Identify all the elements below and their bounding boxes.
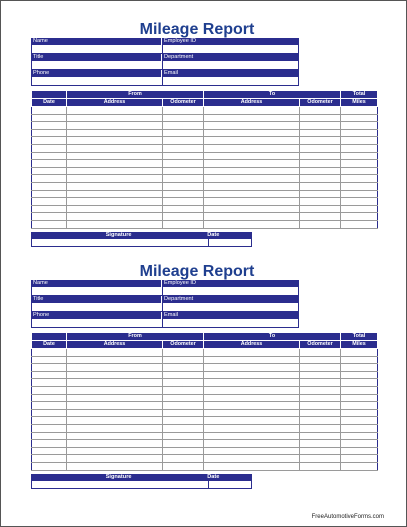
from-address-cell[interactable] bbox=[67, 462, 163, 470]
date-header: Date bbox=[32, 99, 67, 107]
miles-cell[interactable] bbox=[341, 424, 378, 432]
signature-date-label: Date bbox=[207, 473, 220, 480]
from-odometer-cell[interactable] bbox=[163, 364, 204, 372]
to-odometer-cell[interactable] bbox=[300, 386, 341, 394]
to-odometer-cell[interactable] bbox=[300, 409, 341, 417]
from-address-cell[interactable] bbox=[67, 160, 163, 168]
miles-cell[interactable] bbox=[341, 349, 378, 357]
miles-cell[interactable] bbox=[341, 114, 378, 122]
name-label: Name bbox=[31, 280, 162, 287]
total-header: Total bbox=[341, 333, 378, 341]
from-address-cell[interactable] bbox=[67, 152, 163, 160]
from-address-cell[interactable] bbox=[67, 190, 163, 198]
to-odometer-cell[interactable] bbox=[300, 205, 341, 213]
from-odometer-cell[interactable] bbox=[163, 122, 204, 130]
to-address-cell[interactable] bbox=[204, 205, 300, 213]
from-address-cell[interactable] bbox=[67, 198, 163, 206]
miles-cell[interactable] bbox=[341, 190, 378, 198]
from-address-cell[interactable] bbox=[67, 205, 163, 213]
date-cell[interactable] bbox=[32, 144, 67, 152]
to-odometer-cell[interactable] bbox=[300, 175, 341, 183]
miles-cell[interactable] bbox=[341, 447, 378, 455]
miles-cell[interactable] bbox=[341, 122, 378, 130]
from-address-cell[interactable] bbox=[67, 107, 163, 115]
department-label: Department bbox=[162, 54, 299, 61]
footer-website: FreeAutomotiveForms.com bbox=[311, 514, 384, 520]
from-odometer-cell[interactable] bbox=[163, 402, 204, 410]
signature-field[interactable] bbox=[32, 481, 209, 488]
to-address-cell[interactable] bbox=[204, 122, 300, 130]
to-address-header: Address bbox=[204, 99, 300, 107]
from-address-cell[interactable] bbox=[67, 220, 163, 228]
date-cell[interactable] bbox=[32, 198, 67, 206]
date-cell[interactable] bbox=[32, 455, 67, 463]
signature-date-field[interactable] bbox=[209, 239, 251, 246]
from-odometer-cell[interactable] bbox=[163, 447, 204, 455]
to-address-cell[interactable] bbox=[204, 455, 300, 463]
to-address-cell[interactable] bbox=[204, 440, 300, 448]
miles-cell[interactable] bbox=[341, 160, 378, 168]
table-row bbox=[32, 409, 378, 417]
to-address-cell[interactable] bbox=[204, 394, 300, 402]
table-row bbox=[32, 122, 378, 130]
date-cell[interactable] bbox=[32, 220, 67, 228]
to-address-cell[interactable] bbox=[204, 137, 300, 145]
from-odometer-cell[interactable] bbox=[163, 144, 204, 152]
table-row bbox=[32, 440, 378, 448]
table-row bbox=[32, 447, 378, 455]
to-odometer-cell[interactable] bbox=[300, 349, 341, 357]
to-address-cell[interactable] bbox=[204, 160, 300, 168]
table-row bbox=[32, 205, 378, 213]
from-address-cell[interactable] bbox=[67, 432, 163, 440]
to-address-cell[interactable] bbox=[204, 386, 300, 394]
to-address-cell[interactable] bbox=[204, 167, 300, 175]
employee-id-field[interactable] bbox=[162, 45, 299, 54]
to-odometer-cell[interactable] bbox=[300, 160, 341, 168]
department-label: Department bbox=[162, 296, 299, 303]
from-odometer-header: Odometer bbox=[163, 99, 204, 107]
table-row bbox=[32, 175, 378, 183]
to-odometer-cell[interactable] bbox=[300, 213, 341, 221]
miles-cell[interactable] bbox=[341, 107, 378, 115]
date-header-top bbox=[32, 333, 67, 341]
table-row bbox=[32, 198, 378, 206]
to-odometer-cell[interactable] bbox=[300, 417, 341, 425]
to-odometer-cell[interactable] bbox=[300, 356, 341, 364]
date-cell[interactable] bbox=[32, 447, 67, 455]
to-address-cell[interactable] bbox=[204, 220, 300, 228]
signature-block bbox=[31, 232, 252, 247]
phone-label: Phone bbox=[31, 70, 162, 77]
table-row bbox=[32, 394, 378, 402]
to-address-cell[interactable] bbox=[204, 129, 300, 137]
to-odometer-cell[interactable] bbox=[300, 167, 341, 175]
from-odometer-cell[interactable] bbox=[163, 386, 204, 394]
miles-cell[interactable] bbox=[341, 152, 378, 160]
table-row bbox=[32, 356, 378, 364]
from-address-cell[interactable] bbox=[67, 144, 163, 152]
from-address-cell[interactable] bbox=[67, 213, 163, 221]
to-odometer-cell[interactable] bbox=[300, 394, 341, 402]
date-cell[interactable] bbox=[32, 349, 67, 357]
miles-cell[interactable] bbox=[341, 402, 378, 410]
to-address-cell[interactable] bbox=[204, 190, 300, 198]
table-row bbox=[32, 129, 378, 137]
from-address-cell[interactable] bbox=[67, 424, 163, 432]
date-header-top bbox=[32, 91, 67, 99]
date-cell[interactable] bbox=[32, 356, 67, 364]
date-cell[interactable] bbox=[32, 386, 67, 394]
to-address-cell[interactable] bbox=[204, 402, 300, 410]
table-row bbox=[32, 160, 378, 168]
employee-id-label: Employee ID bbox=[162, 280, 299, 287]
table-row bbox=[32, 107, 378, 115]
title-field[interactable] bbox=[31, 303, 162, 312]
to-address-cell[interactable] bbox=[204, 213, 300, 221]
to-group-header: To bbox=[204, 91, 341, 99]
to-address-cell[interactable] bbox=[204, 114, 300, 122]
table-row bbox=[32, 371, 378, 379]
date-cell[interactable] bbox=[32, 129, 67, 137]
to-odometer-cell[interactable] bbox=[300, 440, 341, 448]
miles-cell[interactable] bbox=[341, 167, 378, 175]
name-field[interactable] bbox=[31, 287, 162, 296]
from-odometer-cell[interactable] bbox=[163, 198, 204, 206]
phone-field[interactable] bbox=[31, 77, 162, 86]
name-field[interactable] bbox=[31, 45, 162, 54]
to-address-cell[interactable] bbox=[204, 349, 300, 357]
from-address-cell[interactable] bbox=[67, 167, 163, 175]
table-row bbox=[32, 190, 378, 198]
date-cell[interactable] bbox=[32, 417, 67, 425]
to-group-header: To bbox=[204, 333, 341, 341]
miles-cell[interactable] bbox=[341, 213, 378, 221]
from-odometer-cell[interactable] bbox=[163, 137, 204, 145]
date-cell[interactable] bbox=[32, 213, 67, 221]
from-odometer-cell[interactable] bbox=[163, 220, 204, 228]
to-odometer-cell[interactable] bbox=[300, 190, 341, 198]
to-address-cell[interactable] bbox=[204, 417, 300, 425]
from-address-cell[interactable] bbox=[67, 379, 163, 387]
miles-cell[interactable] bbox=[341, 356, 378, 364]
title-field[interactable] bbox=[31, 61, 162, 70]
to-address-cell[interactable] bbox=[204, 424, 300, 432]
to-odometer-cell[interactable] bbox=[300, 114, 341, 122]
from-odometer-cell[interactable] bbox=[163, 182, 204, 190]
to-odometer-cell[interactable] bbox=[300, 198, 341, 206]
table-row bbox=[32, 114, 378, 122]
date-cell[interactable] bbox=[32, 432, 67, 440]
to-odometer-cell[interactable] bbox=[300, 432, 341, 440]
to-odometer-cell[interactable] bbox=[300, 402, 341, 410]
from-odometer-cell[interactable] bbox=[163, 379, 204, 387]
from-odometer-cell[interactable] bbox=[163, 213, 204, 221]
mileage-log-table bbox=[31, 332, 378, 471]
table-row bbox=[32, 386, 378, 394]
date-cell[interactable] bbox=[32, 137, 67, 145]
from-address-cell[interactable] bbox=[67, 182, 163, 190]
title-label: Title bbox=[31, 296, 162, 303]
to-odometer-cell[interactable] bbox=[300, 447, 341, 455]
to-address-cell[interactable] bbox=[204, 379, 300, 387]
department-field[interactable] bbox=[162, 303, 299, 312]
date-cell[interactable] bbox=[32, 205, 67, 213]
from-address-header: Address bbox=[67, 99, 163, 107]
from-odometer-cell[interactable] bbox=[163, 167, 204, 175]
from-odometer-cell[interactable] bbox=[163, 440, 204, 448]
from-odometer-cell[interactable] bbox=[163, 462, 204, 470]
miles-cell[interactable] bbox=[341, 220, 378, 228]
from-address-cell[interactable] bbox=[67, 447, 163, 455]
from-address-cell[interactable] bbox=[67, 386, 163, 394]
table-row bbox=[32, 152, 378, 160]
miles-cell[interactable] bbox=[341, 432, 378, 440]
from-odometer-cell[interactable] bbox=[163, 394, 204, 402]
signature-label: Signature bbox=[105, 231, 132, 238]
employee-id-field[interactable] bbox=[162, 287, 299, 296]
from-address-cell[interactable] bbox=[67, 129, 163, 137]
date-cell[interactable] bbox=[32, 122, 67, 130]
date-cell[interactable] bbox=[32, 440, 67, 448]
report-title: Mileage Report bbox=[139, 263, 255, 280]
from-address-cell[interactable] bbox=[67, 175, 163, 183]
signature-field[interactable] bbox=[32, 239, 209, 246]
to-address-cell[interactable] bbox=[204, 409, 300, 417]
table-row bbox=[32, 455, 378, 463]
date-cell[interactable] bbox=[32, 190, 67, 198]
table-row bbox=[32, 137, 378, 145]
table-row bbox=[32, 220, 378, 228]
miles-cell[interactable] bbox=[341, 182, 378, 190]
to-address-cell[interactable] bbox=[204, 182, 300, 190]
to-odometer-cell[interactable] bbox=[300, 220, 341, 228]
to-address-cell[interactable] bbox=[204, 198, 300, 206]
table-row bbox=[32, 417, 378, 425]
from-group-header: From bbox=[67, 91, 204, 99]
date-cell[interactable] bbox=[32, 107, 67, 115]
from-odometer-cell[interactable] bbox=[163, 107, 204, 115]
from-odometer-header: Odometer bbox=[163, 341, 204, 349]
email-field[interactable] bbox=[162, 77, 299, 86]
department-field[interactable] bbox=[162, 61, 299, 70]
from-odometer-cell[interactable] bbox=[163, 455, 204, 463]
phone-field[interactable] bbox=[31, 319, 162, 328]
miles-cell[interactable] bbox=[341, 417, 378, 425]
miles-cell[interactable] bbox=[341, 129, 378, 137]
table-row bbox=[32, 213, 378, 221]
date-cell[interactable] bbox=[32, 182, 67, 190]
from-odometer-cell[interactable] bbox=[163, 129, 204, 137]
miles-cell[interactable] bbox=[341, 409, 378, 417]
from-address-cell[interactable] bbox=[67, 440, 163, 448]
table-row bbox=[32, 432, 378, 440]
to-odometer-cell[interactable] bbox=[300, 137, 341, 145]
to-address-cell[interactable] bbox=[204, 462, 300, 470]
from-address-cell[interactable] bbox=[67, 371, 163, 379]
from-odometer-cell[interactable] bbox=[163, 160, 204, 168]
total-header: Total bbox=[341, 91, 378, 99]
from-odometer-cell[interactable] bbox=[163, 205, 204, 213]
to-odometer-cell[interactable] bbox=[300, 462, 341, 470]
date-cell[interactable] bbox=[32, 379, 67, 387]
from-address-cell[interactable] bbox=[67, 409, 163, 417]
to-odometer-cell[interactable] bbox=[300, 182, 341, 190]
signature-date-label: Date bbox=[207, 231, 220, 238]
to-address-cell[interactable] bbox=[204, 356, 300, 364]
to-address-cell[interactable] bbox=[204, 175, 300, 183]
date-cell[interactable] bbox=[32, 462, 67, 470]
from-odometer-cell[interactable] bbox=[163, 152, 204, 160]
to-address-cell[interactable] bbox=[204, 371, 300, 379]
to-address-cell[interactable] bbox=[204, 107, 300, 115]
miles-cell[interactable] bbox=[341, 386, 378, 394]
employee-info-block bbox=[31, 38, 299, 86]
from-odometer-cell[interactable] bbox=[163, 409, 204, 417]
to-address-cell[interactable] bbox=[204, 152, 300, 160]
from-odometer-cell[interactable] bbox=[163, 356, 204, 364]
date-header: Date bbox=[32, 341, 67, 349]
table-row bbox=[32, 379, 378, 387]
mileage-log-table bbox=[31, 90, 378, 229]
from-odometer-cell[interactable] bbox=[163, 371, 204, 379]
from-odometer-cell[interactable] bbox=[163, 432, 204, 440]
name-label: Name bbox=[31, 38, 162, 45]
phone-label: Phone bbox=[31, 312, 162, 319]
to-address-cell[interactable] bbox=[204, 447, 300, 455]
mileage-report-2 bbox=[31, 263, 377, 489]
to-odometer-header: Odometer bbox=[300, 99, 341, 107]
date-cell[interactable] bbox=[32, 364, 67, 372]
date-cell[interactable] bbox=[32, 114, 67, 122]
from-odometer-cell[interactable] bbox=[163, 424, 204, 432]
to-odometer-cell[interactable] bbox=[300, 364, 341, 372]
report-title: Mileage Report bbox=[139, 21, 255, 38]
to-odometer-cell[interactable] bbox=[300, 424, 341, 432]
from-address-cell[interactable] bbox=[67, 349, 163, 357]
email-field[interactable] bbox=[162, 319, 299, 328]
to-address-cell[interactable] bbox=[204, 364, 300, 372]
table-row bbox=[32, 402, 378, 410]
title-label: Title bbox=[31, 54, 162, 61]
from-odometer-cell[interactable] bbox=[163, 417, 204, 425]
to-odometer-cell[interactable] bbox=[300, 455, 341, 463]
employee-id-label: Employee ID bbox=[162, 38, 299, 45]
to-address-header: Address bbox=[204, 341, 300, 349]
date-cell[interactable] bbox=[32, 152, 67, 160]
from-odometer-cell[interactable] bbox=[163, 175, 204, 183]
signature-date-field[interactable] bbox=[209, 481, 251, 488]
date-cell[interactable] bbox=[32, 394, 67, 402]
from-odometer-cell[interactable] bbox=[163, 190, 204, 198]
to-odometer-cell[interactable] bbox=[300, 152, 341, 160]
from-address-cell[interactable] bbox=[67, 364, 163, 372]
from-address-cell[interactable] bbox=[67, 455, 163, 463]
date-cell[interactable] bbox=[32, 402, 67, 410]
to-odometer-cell[interactable] bbox=[300, 379, 341, 387]
email-label: Email bbox=[162, 312, 299, 319]
miles-cell[interactable] bbox=[341, 394, 378, 402]
to-odometer-cell[interactable] bbox=[300, 129, 341, 137]
miles-header: Miles bbox=[341, 99, 378, 107]
date-cell[interactable] bbox=[32, 424, 67, 432]
miles-cell[interactable] bbox=[341, 455, 378, 463]
miles-cell[interactable] bbox=[341, 440, 378, 448]
email-label: Email bbox=[162, 70, 299, 77]
table-row bbox=[32, 144, 378, 152]
miles-cell[interactable] bbox=[341, 379, 378, 387]
miles-cell[interactable] bbox=[341, 364, 378, 372]
mileage-report-1 bbox=[31, 21, 377, 247]
miles-cell[interactable] bbox=[341, 462, 378, 470]
date-cell[interactable] bbox=[32, 160, 67, 168]
to-odometer-cell[interactable] bbox=[300, 144, 341, 152]
from-address-cell[interactable] bbox=[67, 114, 163, 122]
to-odometer-cell[interactable] bbox=[300, 122, 341, 130]
signature-label: Signature bbox=[105, 473, 132, 480]
from-address-header: Address bbox=[67, 341, 163, 349]
table-row bbox=[32, 349, 378, 357]
to-odometer-cell[interactable] bbox=[300, 371, 341, 379]
to-odometer-cell[interactable] bbox=[300, 107, 341, 115]
table-row bbox=[32, 462, 378, 470]
from-odometer-cell[interactable] bbox=[163, 349, 204, 357]
miles-cell[interactable] bbox=[341, 144, 378, 152]
from-address-cell[interactable] bbox=[67, 394, 163, 402]
table-row bbox=[32, 167, 378, 175]
from-address-cell[interactable] bbox=[67, 137, 163, 145]
miles-cell[interactable] bbox=[341, 198, 378, 206]
to-odometer-header: Odometer bbox=[300, 341, 341, 349]
employee-info-block bbox=[31, 280, 299, 328]
date-cell[interactable] bbox=[32, 371, 67, 379]
signature-block bbox=[31, 474, 252, 489]
miles-cell[interactable] bbox=[341, 371, 378, 379]
to-address-cell[interactable] bbox=[204, 144, 300, 152]
from-group-header: From bbox=[67, 333, 204, 341]
miles-cell[interactable] bbox=[341, 175, 378, 183]
miles-header: Miles bbox=[341, 341, 378, 349]
from-address-cell[interactable] bbox=[67, 122, 163, 130]
miles-cell[interactable] bbox=[341, 137, 378, 145]
date-cell[interactable] bbox=[32, 175, 67, 183]
from-address-cell[interactable] bbox=[67, 417, 163, 425]
from-address-cell[interactable] bbox=[67, 402, 163, 410]
table-row bbox=[32, 182, 378, 190]
table-row bbox=[32, 364, 378, 372]
to-address-cell[interactable] bbox=[204, 432, 300, 440]
from-odometer-cell[interactable] bbox=[163, 114, 204, 122]
miles-cell[interactable] bbox=[341, 205, 378, 213]
date-cell[interactable] bbox=[32, 409, 67, 417]
from-address-cell[interactable] bbox=[67, 356, 163, 364]
date-cell[interactable] bbox=[32, 167, 67, 175]
table-row bbox=[32, 424, 378, 432]
